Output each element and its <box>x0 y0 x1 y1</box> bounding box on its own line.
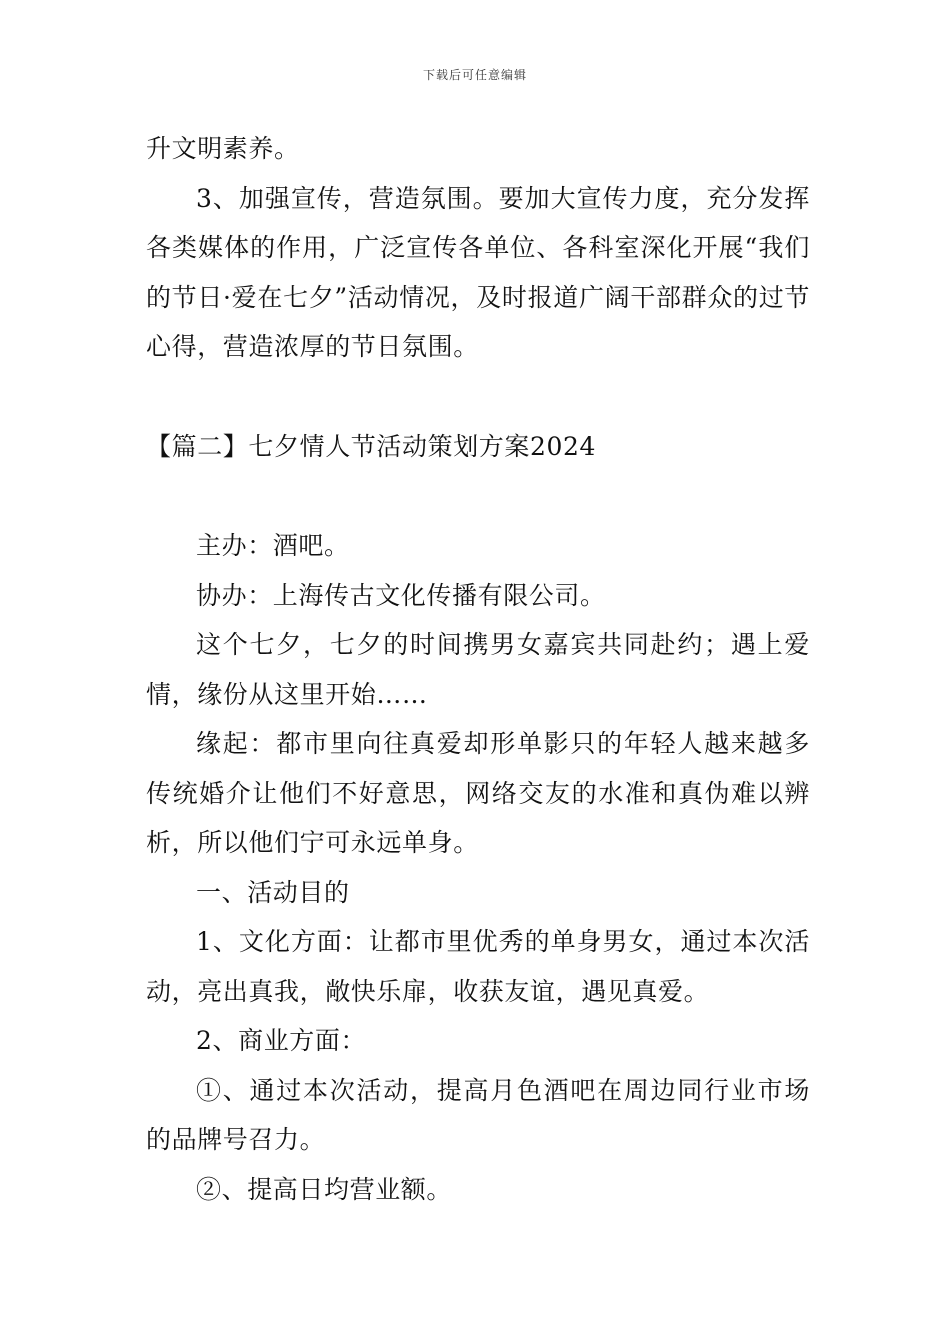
paragraph-origin: 缘起：都市里向往真爱却形单影只的年轻人越来越多传统婚介让他们不好意思，网络交友的水准和真伪难以辨析，所以他们宁可永远单身。 <box>146 729 810 857</box>
paragraph-intro: 这个七夕，七夕的时间携男女嘉宾共同赴约；遇上爱情，缘份从这里开始…… <box>146 630 810 709</box>
section-title: 【篇二】七夕情人节活动策划方案2024 <box>146 431 597 461</box>
document-body <box>146 124 810 1214</box>
paragraph-brand: ①、通过本次活动，提高月色酒吧在周边同行业市场的品牌号召力。 <box>146 1075 810 1154</box>
paragraph-co-organizer: 协办：上海传古文化传播有限公司。 <box>196 580 606 610</box>
paragraph-culture: 1、文化方面：让都市里优秀的单身男女，通过本次活动，亮出真我，敞快乐扉，收获友谊，遇见真爱。 <box>146 927 810 1006</box>
heading-purpose: 一、活动目的 <box>196 877 350 907</box>
paragraph-publicity: 3、加强宣传，营造氛围。要加大宣传力度，充分发挥各类媒体的作用，广泛宣传各单位、各科室深化开展“我们的节日·爱在七夕”活动情况，及时报道广阔干部群众的过节心得，营造浓厚的节日氛围。 <box>146 183 810 361</box>
paragraph-organizer: 主办：酒吧。 <box>196 531 350 560</box>
page-header: 下载后可任意编辑 <box>422 68 527 82</box>
paragraph-business: 2、商业方面： <box>196 1026 367 1055</box>
paragraph-revenue: ②、提高日均营业额。 <box>196 1174 453 1204</box>
paragraph-continuation: 升文明素养。 <box>146 134 300 163</box>
